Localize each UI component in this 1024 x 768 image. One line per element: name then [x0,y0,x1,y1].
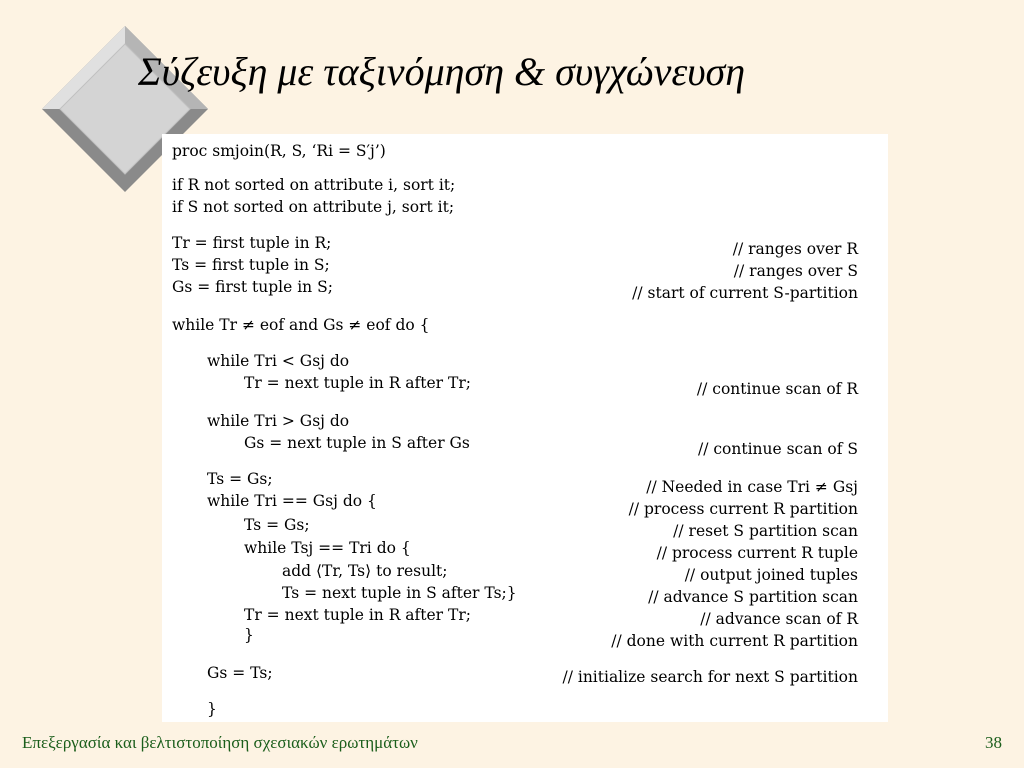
code-line: Ts = first tuple in S; [172,256,330,274]
code-line: Ts = Gs; [244,516,310,534]
code-comment: // output joined tuples [684,566,858,584]
code-line: } [244,626,254,644]
code-line: while Tri < Gsj do [207,352,350,370]
code-comment: // ranges over R [732,240,858,258]
code-line: while Tsj == Tri do { [244,539,411,557]
code-line: while Tr ≠ eof and Gs ≠ eof do { [172,316,430,334]
footer-page-number: 38 [985,733,1002,752]
code-comment: // ranges over S [733,262,858,280]
code-comment: // continue scan of S [697,440,858,458]
code-line: proc smjoin(R, S, ‘Ri = S′j’) [172,142,386,160]
code-comment: // Needed in case Tri ≠ Gsj [646,478,858,496]
code-line: Ts = Gs; [207,470,273,488]
code-line: Gs = first tuple in S; [172,278,333,296]
code-line: Tr = next tuple in R after Tr; [244,606,471,624]
code-comment: // process current R partition [628,500,858,518]
code-comment: // advance scan of R [700,610,858,628]
code-line: Tr = first tuple in R; [172,234,332,252]
code-comment: // start of current S-partition [632,284,858,302]
code-comment: // reset S partition scan [673,522,858,540]
code-line: add ⟨Tr, Ts⟩ to result; [282,562,448,580]
code-line: Gs = next tuple in S after Gs [244,434,470,452]
code-line: if R not sorted on attribute i, sort it; [172,176,456,194]
code-comment: // advance S partition scan [648,588,858,606]
footer-course-title: Επεξεργασία και βελτιστοποίηση σχεσιακών ερωτημάτων [22,733,418,752]
code-line: Ts = next tuple in S after Ts;} [282,584,517,602]
code-comment: // continue scan of R [696,380,858,398]
slide-title: Σύζευξη με ταξινόμηση & συγχώνευση [138,49,746,94]
code-line: while Tri == Gsj do { [207,492,377,510]
code-line: } [207,700,217,718]
code-line: Tr = next tuple in R after Tr; [244,374,471,392]
code-line: Gs = Ts; [207,664,273,682]
code-comment: // process current R tuple [656,544,858,562]
code-panel [162,134,888,722]
code-line: if S not sorted on attribute j, sort it; [172,198,455,216]
code-comment: // done with current R partition [611,632,858,650]
code-comment: // initialize search for next S partition [562,668,858,686]
code-line: while Tri > Gsj do [207,412,350,430]
